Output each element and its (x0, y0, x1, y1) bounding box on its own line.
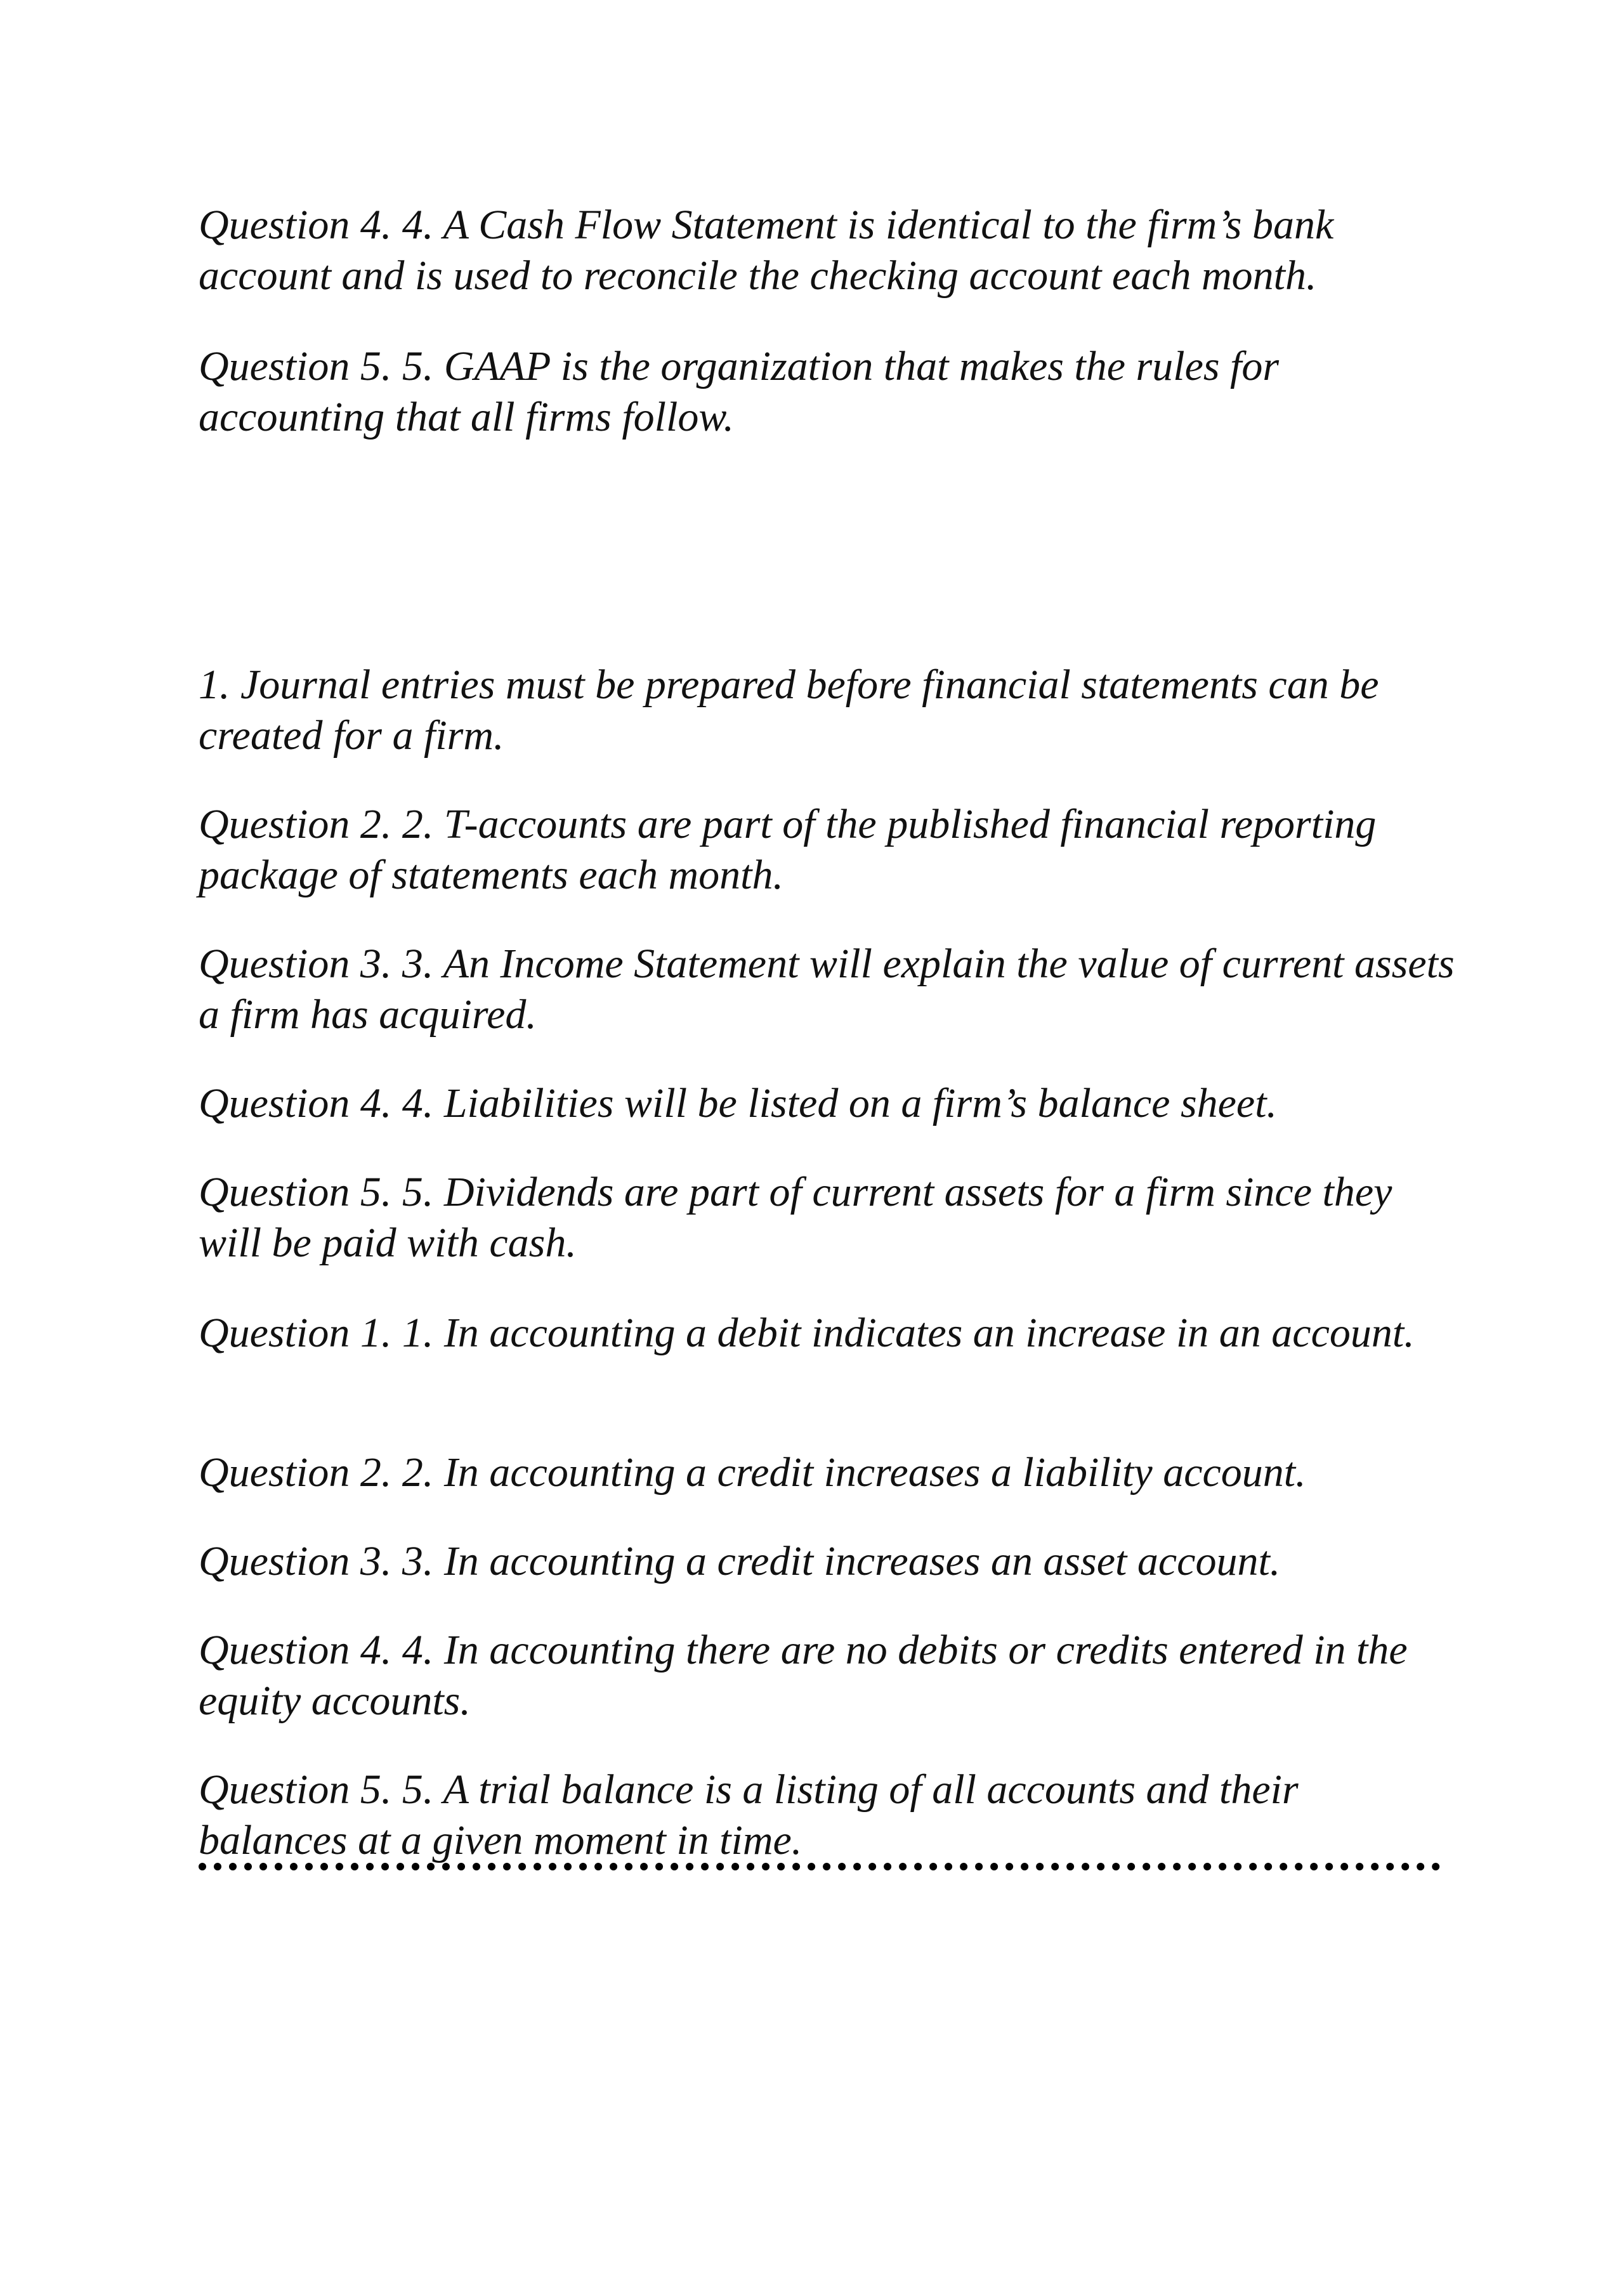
question-statement: Question 5. 5. GAAP is the organization that makes the rules for accounting that all firms follow. (199, 343, 1280, 440)
question-statement: Question 3. 3. In accounting a credit increases an asset account. (199, 1538, 1281, 1584)
question-statement: Question 4. 4. In accounting there are no debits or credits entered in the equity accounts. (199, 1627, 1408, 1724)
dotted-separator (199, 1863, 1440, 1870)
question-statement: Question 1. 1. In accounting a debit indicates an increase in an account. (199, 1310, 1415, 1356)
question-statement: Question 4. 4. A Cash Flow Statement is identical to the firm’s bank account and is used to reconcile the checking account each month. (199, 202, 1334, 299)
question-statement: Question 2. 2. In accounting a credit increases a liability account. (199, 1449, 1306, 1496)
question-statement: Question 4. 4. Liabilities will be listed on a firm’s balance sheet. (199, 1080, 1278, 1126)
question-statement: 1. Journal entries must be prepared before financial statements can be created for a firm. (199, 662, 1379, 759)
question-statement: Question 5. 5. Dividends are part of current assets for a firm since they will be paid with cash. (199, 1169, 1392, 1266)
question-statement: Question 2. 2. T-accounts are part of the published financial reporting package of statements each month. (199, 801, 1377, 898)
question-statement: Question 3. 3. An Income Statement will explain the value of current assets a firm has acquired. (199, 941, 1455, 1038)
question-statement: Question 5. 5. A trial balance is a listing of all accounts and their balances at a given moment in time. (199, 1766, 1299, 1863)
